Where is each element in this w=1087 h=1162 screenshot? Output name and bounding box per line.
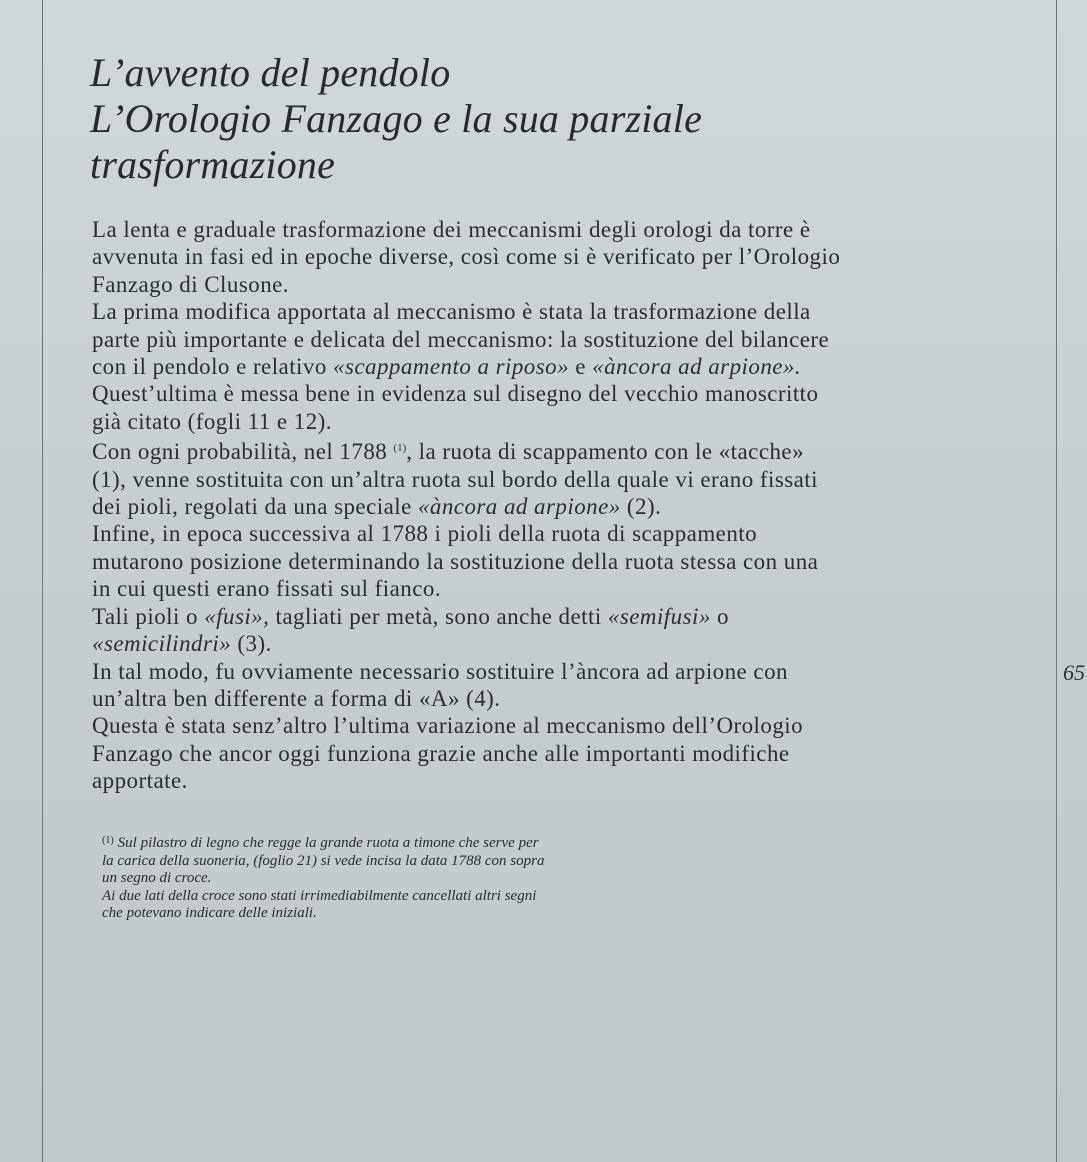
body-line: già citato (fogli 11 e 12). — [92, 408, 332, 434]
italic-term: «àncora ad arpione» — [417, 494, 621, 520]
title-line-3: trasformazione — [90, 142, 336, 187]
italic-term: «scappamento a riposo» — [333, 354, 570, 380]
title-line-2: L’Orologio Fanzago e la sua parziale — [90, 96, 703, 141]
body-line: apportate. — [92, 768, 188, 794]
text-run: , la ruota di scappamento con le «tacche» — [406, 439, 805, 465]
text-run: tagliati per metà, sono anche detti — [269, 603, 608, 629]
body-line — [92, 603, 972, 630]
body-line — [92, 630, 972, 657]
footnote-marker: (1) — [102, 835, 114, 846]
italic-term: «fusi», — [204, 603, 270, 629]
body-line: parte più importante e delicata del meccanismo: la sostituzione del bilancere — [92, 326, 830, 352]
text-run: (3). — [231, 631, 272, 657]
body-line: Questa è stata senz’altro l’ultima variazione al meccanismo dell’Orologio — [92, 713, 804, 739]
text-run: (2). — [620, 494, 662, 520]
footnote-line: Ai due lati della croce sono stati irrimediabilmente cancellati altri segni — [102, 887, 537, 904]
footnote-line: un segno di croce. — [102, 870, 212, 887]
italic-term: «semicilindri» — [92, 631, 232, 657]
footnote-line: la carica della suoneria, (foglio 21) si vede incisa la data 1788 con sopra — [102, 852, 545, 869]
text-run: Con ogni probabilità, nel 1788 — [92, 439, 394, 465]
body-line: La lenta e graduale trasformazione dei meccanismi degli orologi da torre è — [92, 217, 811, 242]
body-line: mutarono posizione determinando la sostituzione della ruota stessa con una — [92, 548, 819, 574]
text-run: o — [710, 603, 729, 629]
body-line: Infine, in epoca successiva al 1788 i pioli della ruota di scappamento — [92, 521, 758, 547]
body-line — [92, 435, 972, 465]
text-run: con il pendolo e relativo — [92, 354, 333, 380]
body-line: La prima modifica apportata al meccanismo è stata la trasformazione della — [92, 299, 811, 325]
footnote-line: che potevano indicare delle iniziali. — [102, 905, 317, 922]
page-number: 65 — [1063, 660, 1085, 685]
body-line: avvenuta in fasi ed in epoche diverse, così come si è verificato per l’Orologio — [92, 244, 841, 270]
italic-term: «àncora ad arpione». — [592, 354, 802, 380]
body-line — [92, 353, 972, 380]
text-run: Tali pioli o — [92, 603, 205, 629]
body-paragraphs — [92, 216, 972, 795]
chapter-title — [90, 50, 850, 188]
body-line: un’altra ben differente a forma di «A» (4). — [92, 685, 501, 711]
body-line: In tal modo, fu ovviamente necessario sostituire l’àncora ad arpione con — [92, 658, 788, 684]
title-line-1: L’avvento del pendolo — [90, 50, 451, 95]
footnote — [102, 832, 742, 923]
left-margin-rule — [42, 0, 43, 1162]
body-line: Fanzago di Clusone. — [92, 271, 289, 297]
body-line: Fanzago che ancor oggi funziona grazie anche alle importanti modifiche — [92, 740, 790, 766]
body-line — [92, 493, 972, 520]
text-run: dei pioli, regolati da una speciale — [92, 494, 418, 520]
right-margin-rule — [1056, 0, 1057, 1162]
body-line: (1), venne sostituita con un’altra ruota sul bordo della quale vi erano fissati — [92, 466, 818, 492]
body-line: in cui questi erano fissati sul fianco. — [92, 576, 442, 602]
italic-term: «semifusi» — [607, 603, 711, 629]
text-run: Sul pilastro di legno che regge la grande ruota a timone che serve per — [117, 835, 539, 851]
text-run: e — [569, 354, 593, 380]
footnote-reference: (1) — [393, 442, 407, 455]
footnote-line — [102, 832, 742, 853]
body-line: Quest’ultima è messa bene in evidenza sul disegno del vecchio manoscritto — [92, 381, 819, 407]
